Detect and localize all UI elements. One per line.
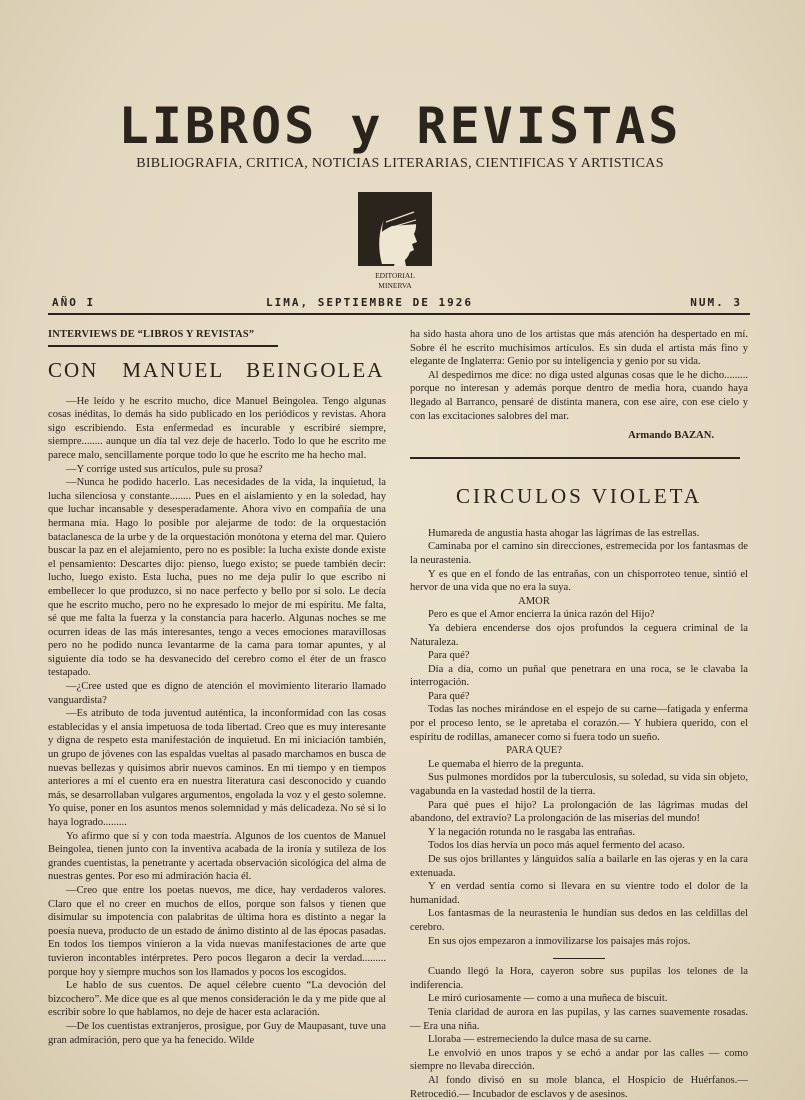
article-headline: CIRCULOS VIOLETA — [455, 483, 702, 508]
paragraph: Y es que en el fondo de las entrañas, con un chisporroteo tenue, sintió el hervor de una vida que no era la suya. — [410, 568, 748, 594]
paragraph: Sus pulmones mordidos por la tuberculosis, su soledad, su vida sin objeto, vagabunda en la vastedad hostil de la tierra. — [410, 772, 748, 798]
right-column — [410, 328, 748, 1100]
headline-word-3: BEINGOLEA — [246, 357, 385, 382]
paragraph: —He leído y he escrito mucho, dice Manuel Beingolea. Tengo algunas cosas inéditas, lo demás ha sido publicado en los periódicos y revistas. Ahora sigo escribiendo. Esta enfermedad es incurable y escribiré siempre, siempre........ aunque un día tal vez deje de hacerlo. Todo lo que he escrito me parece malo, sencillamente porque todo lo que he escrito me ha hecho mal. — [48, 395, 386, 461]
masthead-rule — [48, 313, 750, 315]
kicker-underline — [48, 345, 278, 347]
paragraph: Y en verdad sentía como si llevara en su vientre todo el dolor de la humanidad. — [410, 881, 748, 906]
section-word: AMOR — [518, 595, 550, 607]
article-kicker: INTERVIEWS DE “LIBROS Y REVISTAS” — [48, 329, 255, 340]
logo-text-line-1: EDITORIAL — [375, 271, 415, 280]
masthead-subtitle: BIBLIOGRAFIA, CRITICA, NOTICIAS LITERARIAS, CIENTIFICAS Y ARTISTICAS — [136, 156, 664, 171]
paragraph: —Y corrige usted sus artículos, pule su prosa? — [66, 463, 263, 475]
masthead-title: LIBROS y REVISTAS — [118, 97, 682, 155]
paragraph: Tenía claridad de aurora en las pupilas, y las carnes suavemente rosadas. — Era una niña. — [410, 1006, 748, 1032]
paragraph: De sus ojos brillantes y lánguidos salía a bailarle en las ojeras y en la cara extenuada. — [410, 854, 748, 879]
paragraph: Ya debiera encenderse dos ojos profundos la ceguera criminal de la Naturaleza. — [410, 622, 748, 648]
paragraph: Día a día, como un puñal que penetrara en una roca, se le clavaba la interrogación. — [410, 663, 748, 689]
paragraph: Le envolvió en unos trapos y se echó a andar por las calles — como siempre no llevaba dirección. — [410, 1047, 748, 1073]
paragraph: Yo afirmo que sí y con toda maestría. Algunos de los cuentos de Manuel Beingolea, tienen junto con la inventiva acabada de la ironía y sutileza de los grandes cuentistas, la penetrante y acertada observación sicológica del alma de nuestras gentes. Por eso mi admiración hacia él. — [48, 830, 386, 883]
paragraph: Y la negación rotunda no le rasgaba las entrañas. — [428, 826, 635, 838]
paragraph: Caminaba por el camino sin direcciones, estremecida por los fantasmas de la neurastenia. — [410, 541, 748, 566]
paragraph: Todos los días hervía un poco más aquel fermento del acaso. — [428, 840, 685, 852]
paragraph: Al despedirnos me dice: no diga usted algunas cosas que le he dicho......... porque no interesan y además porque dentro de media hora, cuando haya llegado al Barranco, pensaré de distinta manera, con ese aire, con ese cielo y con las excitaciones salobres del mar. — [410, 369, 748, 422]
paragraph: Humareda de angustia hasta ahogar las lágrimas de las estrellas. — [428, 527, 700, 539]
issue-info-bar — [52, 294, 742, 312]
paragraph: Para qué? — [428, 650, 470, 662]
logo-text-line-2: MINERVA — [378, 281, 412, 290]
issue-number: NUM. 3 — [690, 296, 742, 309]
issue-place-date: LIMA, SEPTIEMBRE DE 1926 — [266, 296, 473, 309]
paragraph: ha sido hasta ahora uno de los artistas que más atención ha despertado en mí. Sobre él he escrito muchísimos artículos. Es sin duda el artista más fino y elegante de Inglaterra: Genio por su inteligencia y genio por su vida. — [410, 329, 748, 368]
paragraph: Cuando llegó la Hora, cayeron sobre sus pupilas los telones de la indiferencia. — [410, 966, 748, 991]
section-rule — [410, 457, 740, 459]
issue-year: AÑO I — [52, 296, 96, 309]
headline-word-2: MANUEL — [122, 357, 225, 382]
section-divider — [553, 958, 605, 959]
paragraph: En sus ojos empezaron a inmovilizarse los paisajes más rojos. — [428, 935, 691, 947]
paragraph: Para qué pues el hijo? La prolongación de las lágrimas mudas del abandono, del extravío? La prolongación de las miserias del mundo! — [410, 799, 748, 825]
paragraph: Lloraba — estremeciendo la dulce masa de su carne. — [428, 1034, 652, 1046]
paragraph: Al fondo divisó en su mole blanca, el Hospicio de Huérfanos.— Retrocedió.— Incubador de esclavos y de asesinos. — [410, 1074, 748, 1100]
article-headline — [48, 357, 386, 383]
article-signature: Armando BAZAN. — [628, 430, 714, 442]
paragraph: Para qué? — [428, 690, 470, 702]
paragraph: Los fantasmas de la neurastenia le hundían sus dedos en las celdillas del cerebro. — [410, 908, 748, 933]
paragraph: Todas las noches mirándose en el espejo de su carne—fatigada y enferma por el proceso lento, se le apretaba el corazón.— Y hubiera querido, con el espíritu de rodillas, amanecer como si fuera todo un sueño. — [410, 704, 748, 743]
paragraph: —¿Cree usted que es digno de atención el movimiento literario llamado vanguardista? — [48, 681, 386, 706]
paragraph: —De los cuentistas extranjeros, prosigue, por Guy de Maupasant, tuve una gran admiración, pero que ya ha fenecido. Wilde — [48, 1020, 386, 1046]
paragraph: Le miró curiosamente — como a una muñeca de biscuit. — [428, 993, 668, 1005]
section-word: PARA QUE? — [506, 745, 562, 757]
paragraph: Le hablo de sus cuentos. De aquel célebre cuento “La devoción del bizcochero”. Me dice que es al que menos consideración le da y me pide que al escribir sobre lo que hablamos, no deje de hacer esta aclaración. — [48, 980, 386, 1019]
headline-word-1: CON — [48, 357, 99, 382]
left-column — [48, 328, 386, 1047]
paragraph: Pero es que el Amor encierra la única razón del Hijo? — [428, 609, 655, 621]
paragraph: —Nunca he podido hacerlo. Las necesidades de la vida, la inquietud, la lucha silenciosa y constante........ Pues en el aislamiento y en la soledad, hay que luchar incansable y desesperadamente. Ahora vivo en compañía de una hermana mía. Hago lo posible por alejarme de todo: de la orquestación bataclanesca de la urbe y de la orquestación monótona y eterna del mar. Quiero buscar la paz en el alejamiento, pero no es posible: la lucha existe donde existe el pensamiento: Descartes dijo: pienso, luego existo; se puede también decir: lucho, luego existo. Esta lucha, pues no me deja pulir lo que escribo ni embellecer lo que produzco, si no nace perfecto y bello por sí solo. Le decía que he escrito mucho, pero no he expresado lo mejor de mi espíritu. Me falta, sé que me falta la fuerza y la constancia para hacerlo. Algunas noches se me ocurren ideas de las más interesantes, tengo a veces emociones maravillosas pero no he podido nunca levantarme de la cama para tomar apuntes, y al siguiente día todo se ha desvanecido del cerebro como el éter de un frasco testapado. — [48, 477, 386, 679]
editorial-minerva-logo — [356, 192, 434, 292]
paragraph: Le quemaba el hierro de la pregunta. — [428, 758, 584, 770]
paragraph: —Es atributo de toda juventud auténtica, la inconformidad con las cosas establecidas y el ansia impetuosa de toda libertad. Creo que es muy interesante y digna de respeto esta manifestación de inquietud. En mi iniciación también, un grupo de jóvenes con las espaldas vueltas al pasado marchamos en busca de nuevas bellezas y quisimos abrir nuevos caminos. En mi tiempo y en tiempos anteriores a mí el cuento era en nuestra literatura casi desconocido y cuando más, se desarrollaban vulgares argumentos, engolada la voz y el gesto solemne. Yo quise, poner en los asuntos menos solemnidad y más delicadeza. No sé si lo haya logrado......... — [48, 708, 386, 828]
paragraph: —Creo que entre los poetas nuevos, me dice, hay verdaderos valores. Claro que el no creer en muchos de ellos, porque son falsos y tienen que disimular su impotencia con palabritas de última hora es distinto a negar la poesía nueva, producto de un estado de ánimo distinto al de las épocas pasadas. En todos los tiempos vinieron a la vida nuevas manifestaciones de arte que tuvieron incontables intérpretes. Pero pocos llegaron a decir la verdad......... porque hoy y siempre muchos son los llamados y pocos los escogidos. — [48, 884, 386, 978]
